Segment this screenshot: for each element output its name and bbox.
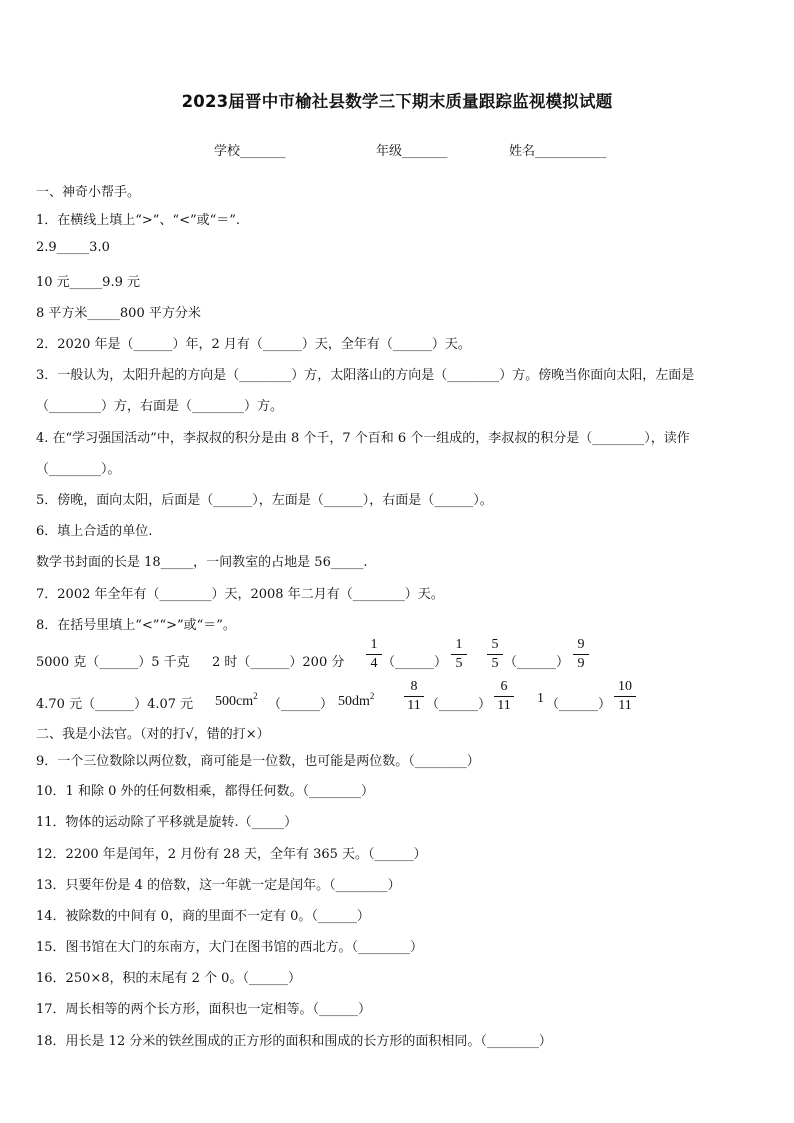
fraction-numerator: 6 [500, 679, 508, 694]
fraction-1-4 [366, 637, 382, 672]
section2-heading: 二、我是小法官。（对的打√，错的打×） [36, 727, 270, 742]
fraction-numerator: 10 [618, 679, 632, 694]
question-4-line2: （________）。 [36, 462, 121, 477]
question-1a: 2.9_____3.0 [36, 240, 110, 255]
q8-row2-blank2: （______） [546, 697, 612, 712]
question-2: 2．2020 年是（______）年，2 月有（______）天，全年有（______）天。 [36, 337, 471, 352]
question-10: 10．1 和除 0 外的任何数相乘，都得任何数。（________） [36, 784, 374, 799]
fraction-denominator: 5 [455, 656, 463, 671]
question-1: 1．在横线上填上“>”、“<”或“＝”. [36, 213, 241, 228]
q8-row2-a: 4.70 元（______）4.07 元 [36, 697, 194, 712]
question-6: 6．填上合适的单位. [36, 524, 153, 539]
fraction-6-11 [494, 679, 514, 714]
question-1c: 8 平方米_____800 平方分米 [36, 306, 201, 321]
q8-row1-blank2: （______） [504, 655, 570, 670]
fraction-8-11 [404, 679, 424, 714]
question-12: 12．2200 年是闰年，2 月份有 28 天，全年有 365 天。（______） [36, 847, 427, 862]
question-18: 18．用长是 12 分米的铁丝围成的正方形的面积和围成的长方形的面积相同。（________） [36, 1034, 552, 1049]
question-6a: 数学书封面的长是 18_____，一间教室的占地是 56_____. [36, 555, 368, 570]
q8-row2-blank1: （______） [426, 697, 492, 712]
fraction-denominator: 11 [407, 698, 421, 713]
question-15: 15．图书馆在大门的东南方，大门在图书馆的西北方。（________） [36, 940, 424, 955]
q8-row2-area1 [215, 691, 258, 710]
school-field: 学校_______ [214, 144, 286, 159]
q8-row2-one: 1 [537, 691, 544, 706]
fraction-5-5 [487, 637, 503, 672]
q8-row2-blank-b: （______） [268, 697, 334, 712]
area-exponent: 2 [253, 691, 258, 701]
question-3-line1: 3．一般认为，太阳升起的方向是（________）方，太阳落山的方向是（________）方。傍晚当你面向太阳，左面是 [36, 368, 695, 383]
question-5: 5．傍晚，面向太阳，后面是（______），左面是（______），右面是（______）。 [36, 493, 493, 508]
fraction-10-11 [614, 679, 636, 714]
area-exponent: 2 [369, 691, 375, 701]
fraction-numerator: 1 [370, 637, 378, 652]
fraction-numerator: 8 [410, 679, 418, 694]
question-3-line2: （________）方，右面是（________）方。 [36, 399, 284, 414]
question-17: 17．周长相等的两个长方形，面积也一定相等。（______） [36, 1002, 372, 1017]
fraction-denominator: 11 [497, 698, 511, 713]
question-1b: 10 元_____9.9 元 [36, 275, 140, 290]
question-16: 16．250×8，积的末尾有 2 个 0。（______） [36, 971, 301, 986]
question-11: 11．物体的运动除了平移就是旋转.（_____） [36, 815, 298, 830]
question-4-line1: 4. 在“学习强国活动”中，李叔叔的积分是由 8 个千，7 个百和 6 个一组成的，李叔叔的积分是（________），读作 [36, 431, 690, 446]
name-field: 姓名___________ [509, 144, 607, 159]
question-14: 14．被除数的中间有 0，商的里面不一定有 0。（______） [36, 909, 370, 924]
q8-row1-a: 5000 克（______）5 千克 [36, 655, 190, 670]
q8-row1-blank1: （______） [382, 655, 448, 670]
fraction-denominator: 11 [618, 698, 632, 713]
q8-row2-area2 [338, 691, 374, 710]
area-value: 50dm [338, 694, 370, 709]
page-title: 2023届晋中市榆社县数学三下期末质量跟踪监视模拟试题 [181, 92, 613, 111]
grade-field: 年级_______ [376, 144, 448, 159]
fraction-denominator: 4 [370, 656, 378, 671]
question-8: 8．在括号里填上“<”“>”或“＝”。 [36, 618, 236, 633]
q8-row1-b: 2 时（______）200 分 [212, 655, 345, 670]
fraction-numerator: 5 [491, 637, 499, 652]
fraction-1-5 [451, 637, 467, 672]
question-9: 9．一个三位数除以两位数，商可能是一位数，也可能是两位数。（________） [36, 754, 480, 769]
area-value: 500cm [215, 694, 254, 709]
question-13: 13．只要年份是 4 的倍数，这一年就一定是闰年。（________） [36, 878, 401, 893]
section1-heading: 一、神奇小帮手。 [36, 185, 141, 200]
fraction-numerator: 9 [577, 637, 585, 652]
fraction-9-9 [573, 637, 589, 672]
fraction-numerator: 1 [455, 637, 463, 652]
question-7: 7．2002 年全年有（________）天，2008 年二月有（________）天。 [36, 587, 444, 602]
fraction-denominator: 9 [577, 656, 585, 671]
fraction-denominator: 5 [491, 656, 499, 671]
